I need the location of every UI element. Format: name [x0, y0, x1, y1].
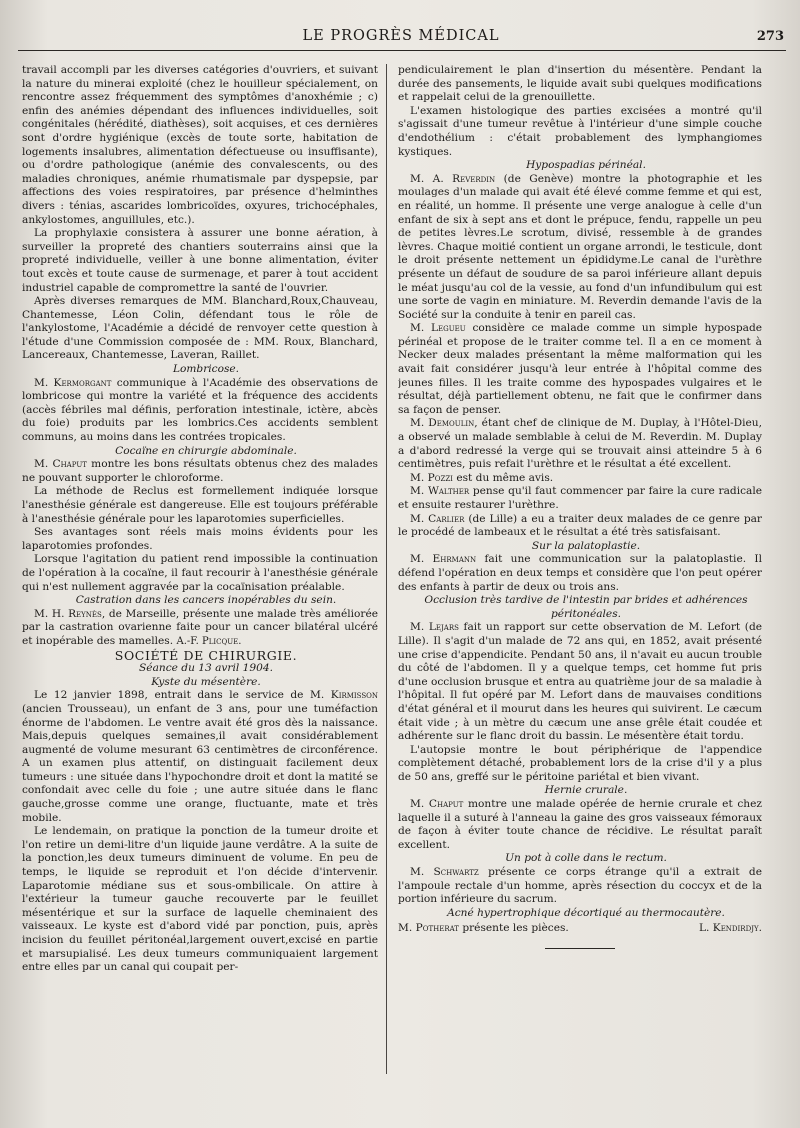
signature: L. Kendirdjy. — [699, 922, 762, 935]
end-rule — [545, 948, 615, 949]
paragraph — [398, 513, 762, 540]
paragraph-text: présente les pièces. — [462, 922, 569, 935]
author-name: M. A. Reverdin — [410, 172, 496, 185]
paragraph — [398, 322, 762, 417]
header-rule — [18, 50, 786, 51]
author-name: M. Demoulin — [410, 417, 475, 430]
paragraph — [398, 922, 569, 936]
paragraph-text: fait une communication sur la palatoplastie. Il défend l'opération en deux temps et considère que l'on peut opérer des enfants à partir de deux ou trois ans. — [398, 553, 762, 593]
paragraph: Après diverses remarques de MM. Blanchard,Roux,Chauveau, Chantemesse, Léon Colin, défendant tous le rôle de l'ankylostome, l'Académie a décidé de renvoyer cette question à l'étude d'une Commission composée de : MM. Roux, Blanchard, Lancereaux, Chantemesse, Laveran, Raillet. — [22, 295, 378, 362]
section-heading: Hypospadias périnéal. — [526, 159, 646, 172]
paragraph-text: (ancien Trousseau), un enfant de 3 ans, pour une tuméfaction énorme de l'abdomen. Le ventre avait été gros dès la naissance. Mais,depuis quelques semaines,il avait considérablement augmenté de volume mesurant 63 centimètres de circonférence. A un examen plus attentif, on distinguait facilement deux tumeurs : une située dans l'hypochondre droit et dont la matité se confondait avec celle du foie ; une autre située dans le flanc gauche,grosse comme une orange, fluctuante, mate et très mobile. — [22, 702, 378, 824]
column-divider — [386, 64, 387, 1074]
running-head — [18, 26, 784, 48]
author-name: M. Kermorgant — [34, 376, 112, 389]
section-heading: Cocaïne en chirurgie abdominale. — [115, 444, 297, 457]
paragraph-text: montre les bons résultats obtenus chez des malades ne pouvant supporter le chloroforme. — [22, 458, 378, 484]
paragraph — [22, 377, 378, 445]
author-name: M. Legueu — [410, 322, 466, 335]
paragraph-text: Le 12 janvier 1898, entrait dans le service de M. — [34, 689, 325, 702]
author-name: M. Lejars — [410, 621, 459, 634]
paragraph — [398, 621, 762, 743]
paragraph-text: (de Genève) montre la photographie et les moulages d'un malade qui avait été élevé comme femme et qui est, en réalité, un homme. Il présente une verge analogue à celle d'un enfant de six à sept ans et dont le prépuce, fendu, rappelle un peu de petites lèvres.Le scrotum, divisé, ressemble à de grandes lèvres. Chaque moitié contient un organe arrondi, le testicule, dont le droit présente nettement un épididyme.Le canal de l'urèthre présente un défaut de soudure de sa paroi inférieure allant depuis le méat jusqu'au col de la vessie, au fond d'un infundibulum qui est une sorte de vagin en miniature. M. Reverdin demande l'avis de la Société sur la conduite à tenir en pareil cas. — [398, 172, 762, 321]
author-name: M. Chaput — [34, 458, 87, 471]
section-heading: Castration dans les cancers inopérables du sein. — [75, 594, 337, 607]
section-heading: Un pot à colle dans le rectum. — [505, 852, 667, 865]
author-name: M. Carlier — [410, 512, 465, 525]
paragraph-text: , de Marseille, présente une malade très améliorée par la castration ovarienne faite pour un cancer bilatéral ulcéré et inopérable des mamelles. — [22, 607, 378, 647]
section-heading: Sur la palatoplastie. — [531, 539, 641, 552]
paragraph: L'autopsie montre le bout périphérique de l'appendice complètement détaché, probablement lors de la crise d'il y a plus de 50 ans, greffé sur le péritoine pariétal et bien vivant. — [398, 743, 762, 783]
author-name: M. Pozzi — [410, 471, 453, 484]
paragraph-text: , étant chef de clinique de M. Duplay, à l'Hôtel-Dieu, a observé un malade semblable à celui de M. Reverdin. M. Duplay a d'abord redressé la verge qui se trouvait ainsi atteindre 5 à 6 centimètres, puis refait l'urèthre et le résultat a été excellent. — [398, 417, 762, 471]
paragraph: Lorsque l'agitation du patient rend impossible la continuation de l'opération à la cocaïne, il faut recourir à l'anesthésie générale qui n'est nullement aggravée par la cocaïnisation préalable. — [22, 553, 378, 593]
paragraph — [22, 608, 378, 649]
paragraph — [398, 417, 762, 471]
paragraph-text: montre une malade opérée de hernie crurale et chez laquelle il a suturé à l'anneau la gaine des gros vaisseaux fémoraux de façon à éviter toute chance de récidive. Le résultat paraît excellent. — [398, 798, 762, 851]
section-heading: Acné hypertrophique décortiqué au thermocautère. — [447, 906, 725, 919]
paragraph: La prophylaxie consistera à assurer une bonne aération, à surveiller la propreté des chantiers souterrains ainsi que la propreté individuelle, veiller à une bonne alimentation, éviter tout excès et toute cause de surmenage, et parer à tout accident industriel capable de compromettre la santé de l'ouvrier. — [22, 227, 378, 294]
section-heading: Hernie crurale. — [544, 784, 628, 797]
page-number: 273 — [756, 29, 784, 44]
author-name: M. H. Reynès — [34, 607, 102, 620]
author-name: M. Potherat — [398, 922, 459, 935]
section-heading: Lombricose. — [172, 363, 240, 376]
paragraph — [22, 689, 378, 825]
paragraph: travail accompli par les diverses catégories d'ouvriers, et suivant la nature du minerai exploité (chez le houilleur spécialement, on rencontre assez fréquemment des symptômes d'anoxhémie ; c) enfin des anémies dépendant des influences individuelles, soit congénitales (hérédité, diathèses), soit acquises, et ces dernières sont d'ordre hygiénique (excès de toute sorte, habitation de logements insalubres, alimentation défectueuse ou insuffisante), ou d'ordre pathologique (anémie des convalescents, ou des maladies chroniques, anémie rhumatismale par dyspepsie, par affections des voies respiratoires, par présence d'helminthes divers : ténias, ascarides lombricoïdes, oxyures, trichocéphales, ankylostomes, anguillules, etc.). — [22, 64, 378, 226]
paragraph: La méthode de Reclus est formellement indiquée lorsque l'anesthésie générale est dangereuse. Elle est toujours préférable à l'anesthésie générale pour les laparotomies superficielles. — [22, 485, 378, 525]
section-heading: Occlusion très tardive de l'intestin par brides et adhérences — [424, 594, 748, 607]
paragraph-text: présente ce corps étrange qu'il a extrait de l'ampoule rectale d'un homme, après résection du coccyx et de la portion inférieure du sacrum. — [398, 866, 762, 906]
paragraph-text: fait un rapport sur cette observation de M. Lefort (de Lille). Il s'agit d'un malade de 72 ans qui, en 1852, avait présenté une crise d'appendicite. Pendant 50 ans, il n'avait eu aucun trouble du côté de l'abdomen. Il y a quelque temps, cet homme fut pris d'une occlusion brusque et entra au quatrième jour de sa maladie à l'hôpital. Il fut opéré par M. Lefort dans de mauvaises conditions d'état général et il mourut dans les heures qui suivirent. Le cæcum était vide ; à un mètre du cæcum une anse grêle était coudée et adhérente sur le flanc droit du bassin. Le mésentère était tordu. — [398, 621, 762, 743]
paragraph — [22, 458, 378, 485]
paragraph-text: pense qu'il faut commencer par faire la cure radicale et ensuite restaurer l'urèthre. — [398, 485, 762, 511]
paragraph — [398, 173, 762, 323]
paragraph-text: considère ce malade comme un simple hypospade périnéal et propose de le traiter comme tel. Il a en ce moment à Necker deux malades présentant la même malformation qui les avait fait considérer jusqu'à leur entrée à l'hôpital comme des jeunes filles. Il les traite comme des hypospades vulgaires et le résultat, déjà partiellement obtenu, ne fait que le confirmer dans sa façon de penser. — [398, 322, 762, 416]
seance-date: Séance du 13 avril 1904. — [139, 662, 273, 675]
paragraph: pendiculairement le plan d'insertion du mésentère. Pendant la durée des pansements, le liquide avait subi quelques modifications et rappelait celui de la grenouillette. — [398, 64, 762, 104]
signature: A.-F. Plicque. — [176, 635, 242, 647]
paragraph-text: est du même avis. — [456, 471, 554, 484]
paragraph — [398, 472, 762, 486]
author-name: Kirmisson — [330, 689, 378, 702]
paragraph: Le lendemain, on pratique la ponction de la tumeur droite et l'on retire un demi-litre d'un liquide jaune verdâtre. A la suite de la ponction,les deux tumeurs diminuent de volume. En peu de temps, le liquide se reproduit et l'on décide d'intervenir. Laparotomie médiane sus et sous-ombilicale. On attire à l'extérieur la tumeur gauche recouverte par le feuillet mésentérique et sur la surface de laquelle cheminaient des vaisseaux. Le kyste est d'abord vidé par ponction, puis, après incision du feuillet péritonéal,largement ouvert,excisé en partie et marsupialisé. Les deux tumeurs communiquaient largement entre elles par un canal qui coupait per- — [22, 825, 378, 974]
society-heading: SOCIÉTÉ DE CHIRURGIE. — [114, 647, 298, 663]
section-heading: Kyste du mésentère. — [151, 675, 261, 688]
author-name: M. Schwartz — [410, 866, 479, 879]
author-name: M. Chaput — [410, 798, 464, 811]
paragraph — [398, 553, 762, 594]
author-name: M. Ehrmann — [410, 553, 477, 566]
paragraph-text: communique à l'Académie des observations de lombricose qui montre la variété et la fréquence des accidents (accès fébriles mal définis, perforation intestinale, ictère, abcès du foie) produits par les lombrics.Ces accidents semblent communs, au moins dans les contrées tropicales. — [22, 376, 378, 444]
paragraph — [398, 485, 762, 512]
left-column — [22, 64, 378, 1109]
paragraph-text: (de Lille) a eu a traiter deux malades de ce genre par le procédé de lambeaux et le résultat a été très satisfaisant. — [398, 512, 762, 539]
paragraph: Ses avantages sont réels mais moins évidents pour les laparotomies profondes. — [22, 526, 378, 552]
author-name: M. Walther — [410, 485, 470, 498]
paragraph — [398, 798, 762, 852]
journal-title: LE PROGRÈS MÉDICAL — [302, 28, 500, 44]
closing-line — [398, 922, 762, 936]
paragraph: L'examen histologique des parties excisées a montré qu'il s'agissait d'une tumeur revêtue à l'intérieur d'une simple couche d'endothélium : c'était probablement des lymphangiomes kystiques. — [398, 104, 762, 158]
section-heading-continued: péritonéales. — [550, 607, 621, 620]
paragraph — [398, 866, 762, 907]
right-column — [398, 64, 762, 1064]
